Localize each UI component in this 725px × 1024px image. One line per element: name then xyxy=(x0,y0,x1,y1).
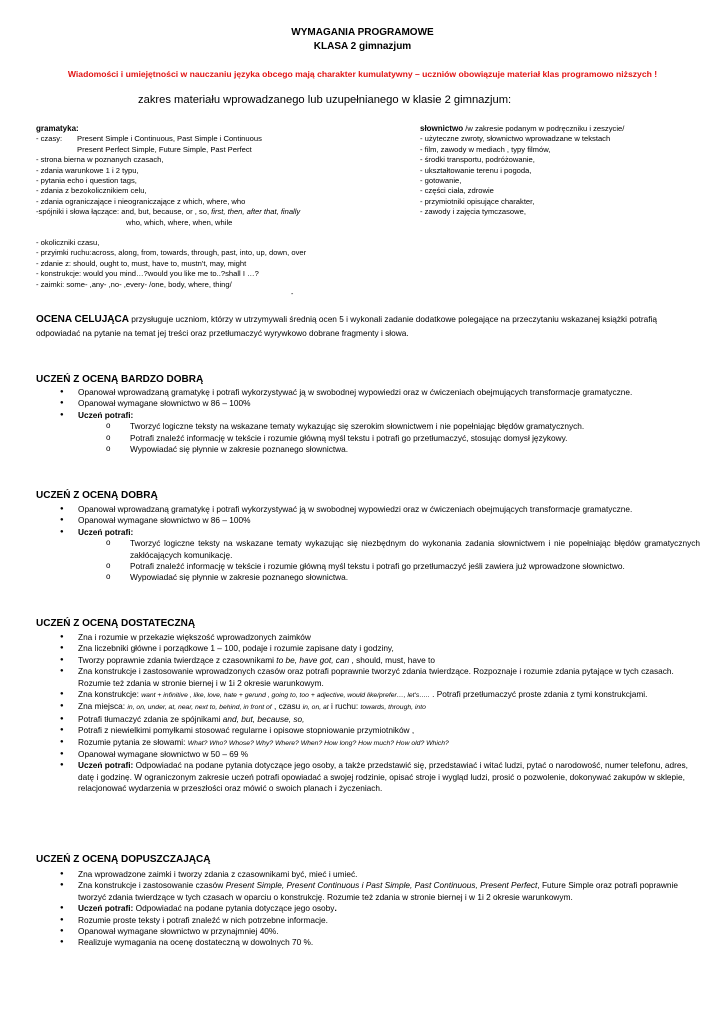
text-part: . Potrafi przetłumaczyć proste zdania z tymi konstrukcjami. xyxy=(429,689,648,700)
celujaca-label: OCENA CELUJĄCA xyxy=(36,314,129,325)
list-item xyxy=(60,655,700,666)
text-small-italic: in, on, under, at, near, next to, behind, in front of xyxy=(127,704,272,712)
vocabulary-item: - film, zawody w mediach , typy filmów, xyxy=(420,144,551,154)
grammar-line: - konstrukcje: would you mind…?would you like me to..?shall I …? xyxy=(36,269,259,279)
text-part: Zna konstrukcje: xyxy=(78,689,142,700)
text-part: i ruchu: xyxy=(328,701,361,712)
text-part: , should, must, have to xyxy=(349,654,435,665)
list-bardzo-dobra xyxy=(60,387,700,455)
list-item: ● Opanował wymagane słownictwo w przynajmniej 40%. xyxy=(60,926,700,937)
text-part: Potrafi tłumaczyć zdania ze spójnikami xyxy=(78,713,223,724)
text-part: Tworzy poprawnie zdania twierdzące z czasownikami xyxy=(78,654,277,665)
vocabulary-item: - ukształtowanie terenu i pogoda, xyxy=(420,165,532,175)
vocabulary-item: - części ciała, zdrowie xyxy=(420,186,494,196)
text-part: Odpowiadać na podane pytania dotyczące jego osoby xyxy=(133,903,335,914)
grammar-line: - okoliczniki czasu, xyxy=(36,238,100,248)
vocabulary-header xyxy=(420,124,700,134)
list-item xyxy=(60,689,700,701)
page-title: WYMAGANIA PROGRAMOWE xyxy=(291,27,434,38)
cumulative-warning: Wiadomości i umiejętności w nauczaniu języka obcego mają charakter kumulatywny – uczniów obowiązuje materiał klas programowo niższych ! xyxy=(67,69,658,79)
grammar-tenses xyxy=(36,134,396,144)
text-part: Zna konstrukcje i zastosowanie czasów xyxy=(78,880,226,891)
list-item xyxy=(60,760,700,794)
list-item xyxy=(60,410,700,456)
connectors-italic: first, then, after that, finally xyxy=(211,207,301,217)
sub-item: o Potrafi znaleźć informację w tekście i rozumie główną myśl tekstu i potrafi go przetłumaczyć jeśli zawiera już wprowadzone słownictwo. xyxy=(78,561,700,572)
list-item xyxy=(60,903,700,914)
grammar-line: - zaimki: some- ,any- ,no- ,every- /one, body, where, thing/ xyxy=(36,279,232,289)
list-item: ● Potrafi z niewielkimi pomyłkami stosować regularne i opisowe stopniowanie przymiotników , xyxy=(60,725,700,736)
sub-item: o Tworzyć logiczne teksty na wskazane tematy wykazując się niezbędnym do wykonania zadania słownictwem i nie popełniając błędów gramatycznych zakłócających komunikację. xyxy=(78,538,700,561)
list-item: ● Zna wprowadzone zaimki i tworzy zdania z czasownikami być, mieć i umieć. xyxy=(60,869,700,880)
section-heading-bardzo-dobra: UCZEŃ Z OCENĄ BARDZO DOBRĄ xyxy=(36,374,204,385)
vocabulary-item: - środki transportu, podróżowanie, xyxy=(420,155,535,165)
connectors-text: -spójniki i słowa łączące: and, but, because, or , so, xyxy=(36,207,212,217)
vocabulary-block xyxy=(420,124,700,218)
text-italic: Present Simple, Present Continuous i Past Simple, Past Continuous, Present Perfect xyxy=(225,880,538,891)
text-small-italic: towards, through, into xyxy=(360,704,426,712)
sub-item: o Wypowiadać się płynnie w zakresie poznanego słownictwa. xyxy=(78,572,700,583)
text-part: Zna miejsca: xyxy=(78,701,128,712)
vocabulary-item: - użyteczne zwroty, słownictwo wprowadzane w tekstach xyxy=(420,134,611,144)
text-small-italic: in, on, at xyxy=(302,704,329,712)
celujaca-text: przysługuje uczniom, którzy w utrzymywali średnią ocen 5 i wykonali zadanie dodatkowe polegające na przeczytaniu wskazanej książki potrafią odpowiadać na pytanie na temat jej treści oraz przetłumaczyć wyrywkowo dobrane fragmenty i słowa. xyxy=(36,314,657,338)
list-dopuszczajaca xyxy=(60,869,700,949)
grammar-line: - przyimki ruchu:across, along, from, towards, through, past, into, up, down, over xyxy=(36,248,307,258)
list-item: ● Rozumie proste teksty i potrafi znaleźć w nich potrzebne informacje. xyxy=(60,915,700,926)
text-italic: and, but, because, so, xyxy=(222,713,305,724)
section-heading-dostateczna: UCZEŃ Z OCENĄ DOSTATECZNĄ xyxy=(36,618,196,629)
list-item: ● Zna liczebniki główne i porządkowe 1 – 100, podaje i rozumie zapisane daty i godziny, xyxy=(60,643,700,654)
grammar-line: - zdanie z: should, ought to, must, have to, mustn't, may, might xyxy=(36,258,247,268)
list-item: ● Realizuje wymagania na ocenę dostateczną w dowolnych 70 %. xyxy=(60,937,700,948)
list-item: ● Opanował wprowadzaną gramatykę i potrafi wykorzystywać ją w swobodnej wypowiedzi oraz w ćwiczeniach obejmujących transformacje gramatyczne. xyxy=(60,504,700,515)
list-item xyxy=(60,737,700,749)
text-part: . xyxy=(334,903,337,914)
tenses-line-1: Present Simple i Continuous, Past Simple i Continuous xyxy=(77,134,262,144)
grammar-line: - pytania echo i question tags, xyxy=(36,176,137,186)
grammar-line: - zdania ograniczające i nieograniczające z which, where, who xyxy=(36,196,246,206)
item-label: Uczeń potrafi: xyxy=(78,409,134,420)
grammar-line: - zdania z bezokolicznikiem celu, xyxy=(36,186,147,196)
list-item xyxy=(60,527,700,584)
vocabulary-note: /w zakresie podanym w podręczniku i zeszycie/ xyxy=(463,124,625,133)
celujaca-paragraph xyxy=(36,313,686,339)
vocabulary-item: - zawody i zajęcia tymczasowe, xyxy=(420,207,526,217)
list-item: ● Opanował wymagane słownictwo w 86 – 100% xyxy=(60,398,700,409)
list-item xyxy=(60,701,700,713)
text-italic: to be, have got, can xyxy=(276,654,350,665)
text-part: , Future Simple oraz potrafi poprawnie tworzyć zdania twierdzące w tych czasach w oparciu o konstrukcję. Rozumie też zdania w stronie biernej i w 1i 2 okresie warunkowym. xyxy=(78,880,678,902)
page-subtitle: KLASA 2 gimnazjum xyxy=(313,41,412,52)
grammar-heading: gramatyka: xyxy=(36,124,79,133)
grammar-line xyxy=(36,207,396,217)
stray-dash: - xyxy=(291,291,294,298)
vocabulary-heading: słownictwo xyxy=(420,124,464,133)
list-item: ● Opanował wymagane słownictwo w 86 – 100% xyxy=(60,515,700,526)
sub-item: o Wypowiadać się płynnie w zakresie poznanego słownictwa. xyxy=(78,444,700,455)
text-part: Rozumie pytania ze słowami: xyxy=(78,736,188,747)
list-dobra xyxy=(60,504,700,584)
grammar-line: - zdania warunkowe 1 i 2 typu, xyxy=(36,165,139,175)
tenses-label: - czasy: xyxy=(36,134,63,144)
item-label: Uczeń potrafi: xyxy=(78,903,134,914)
list-item xyxy=(60,714,700,725)
item-label: Uczeń potrafi: xyxy=(78,526,134,537)
sublist xyxy=(78,538,700,584)
grammar-line: - strona bierna w poznanych czasach, xyxy=(36,155,164,165)
text-part: , czasu xyxy=(271,701,303,712)
section-heading-dopuszczajaca: UCZEŃ Z OCENĄ DOPUSZCZAJĄCĄ xyxy=(36,854,211,865)
vocabulary-item: - gotowanie, xyxy=(420,176,462,186)
sub-item: o Potrafi znaleźć informację w tekście i rozumie główną myśl tekstu i potrafi go przetłumaczyć, stosując domysł językowy. xyxy=(78,433,700,444)
list-item: ● Zna konstrukcje i zastosowanie wprowadzonych czasów oraz potrafi poprawnie tworzyć zdania twierdzące. Rozpoznaje i rozumie zdania pytające w tych czasach. Rozumie też zdania w stronie biernej i w 1i 2 okresie warunkowym. xyxy=(60,666,700,689)
section-heading-dobra: UCZEŃ Z OCENĄ DOBRĄ xyxy=(36,490,158,501)
list-dostateczna xyxy=(60,632,700,795)
sublist xyxy=(78,421,700,455)
list-item xyxy=(60,880,700,903)
sub-item: o Tworzyć logiczne teksty na wskazane tematy wykazując się szerokim słownictwem i nie popełniając błędów gramatycznych. xyxy=(78,421,700,432)
text-part: Odpowiadać na podane pytania dotyczące jego osoby, a także przedstawić się, przedstawiać i witać ludzi, pytać o narodowość, numer telefonu, adres, datę i godzinę. W ograniczonym zakresie uczeń potrafi opowiadać a swojej rodzinie, opisać stroje i wygląd ludzi, prosić o pozwolenie, dokonywać zakupów w sklepie, relacjonować wydarzenia w przeszłości oraz mówić o swoich planach i życzeniach. xyxy=(78,760,688,794)
grammar-block xyxy=(36,124,396,290)
list-item: ● Opanował wymagane słownictwo w 50 – 69 % xyxy=(60,749,700,760)
tenses-line-2: Present Perfect Simple, Future Simple, Past Perfect xyxy=(77,144,252,154)
item-label: Uczeń potrafi: xyxy=(78,760,134,771)
list-item: ● Zna i rozumie w przekazie większość wprowadzonych zaimków xyxy=(60,632,700,643)
grammar-line: who, which, where, when, while xyxy=(126,217,233,227)
list-item: ● Opanował wprowadzaną gramatykę i potrafi wykorzystywać ją w swobodnej wypowiedzi oraz w ćwiczeniach obejmujących transformacje gramatyczne. xyxy=(60,387,700,398)
text-small-italic: What? Who? Whose? Why? Where? When? How long? How much? How old? Which? xyxy=(187,739,449,747)
scope-heading: zakres materiału wprowadzanego lub uzupełnianego w klasie 2 gimnazjum: xyxy=(138,94,512,106)
vocabulary-item: - przymiotniki opisujące charakter, xyxy=(420,196,535,206)
text-small-italic: want + infinitive , like, love, hate + gerund , going to, too + adjective, would like/prefer…, let's….. xyxy=(141,692,430,700)
